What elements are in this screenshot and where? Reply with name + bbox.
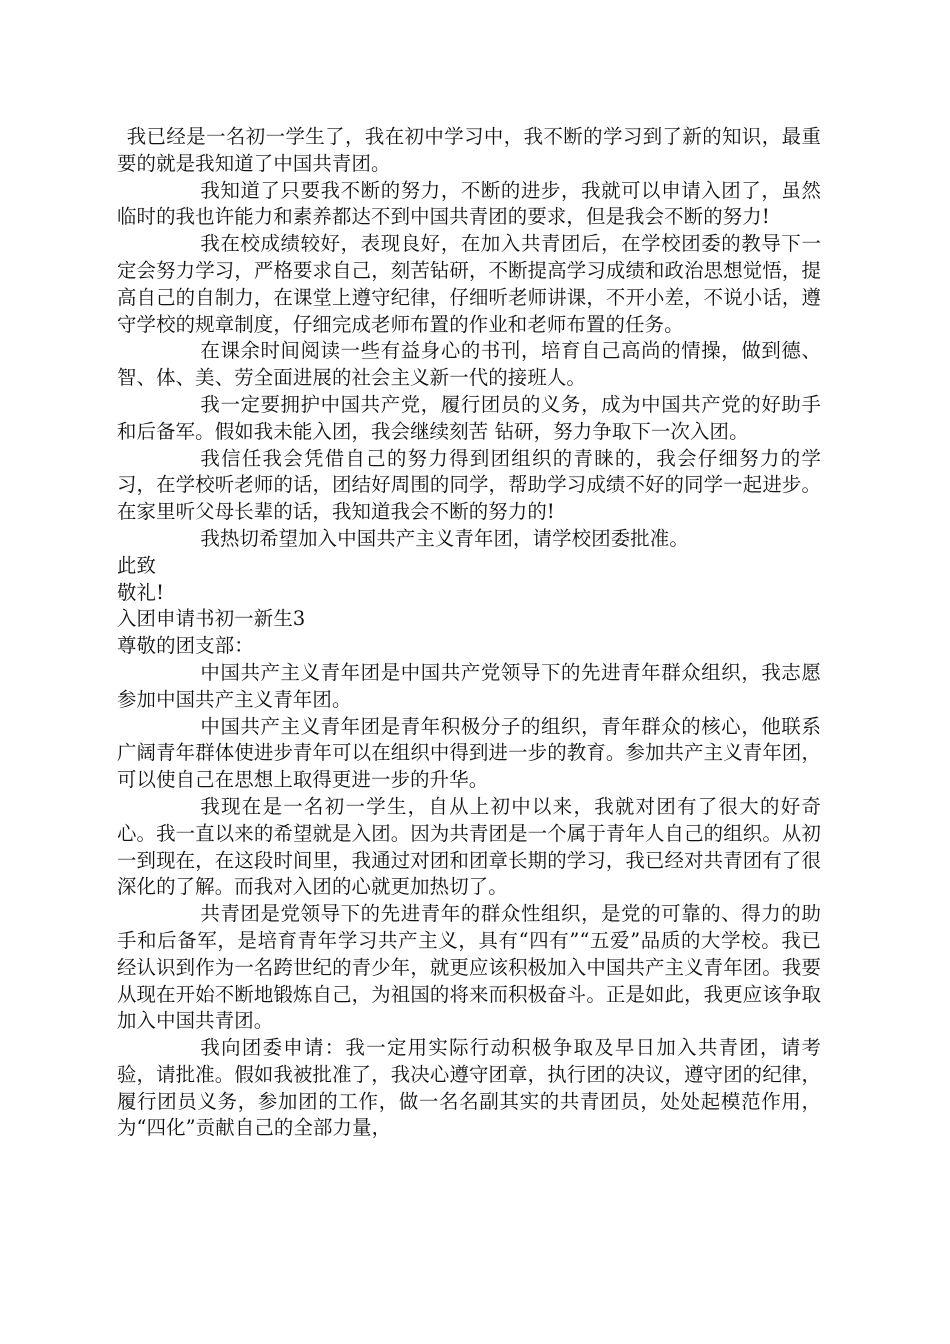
section-title: 入团申请书初一新生3 bbox=[117, 607, 306, 631]
document-body bbox=[117, 124, 821, 1142]
paragraph: 中国共产主义青年团是中国共产党领导下的先进青年群众组织，我志愿参加中国共产主义青年团。 bbox=[117, 660, 821, 711]
paragraph: 我热切希望加入中国共产主义青年团，请学校团委批准。 bbox=[200, 526, 689, 550]
paragraph: 我知道了只要我不断的努力，不断的进步，我就可以申请入团了，虽然临时的我也许能力和素养都达不到中国共青团的要求，但是我会不断的努力! bbox=[117, 178, 821, 229]
paragraph: 我现在是一名初一学生，自从上初中以来，我就对团有了很大的好奇心。我一直以来的希望就是入团。因为共青团是一个属于青年人自己的组织。从初一到现在，在这段时间里，我通过对团和团章长期的学习，我已经对共青团有了很深化的了解。而我对入团的心就更加热切了。 bbox=[117, 794, 821, 899]
paragraph: 中国共产主义青年团是青年积极分子的组织，青年群众的核心，他联系广阔青年群体使进步青年可以在组织中得到进一步的教育。参加共产主义青年团，可以使自己在思想上取得更进一步的升华。 bbox=[117, 714, 821, 792]
paragraph: 我信任我会凭借自己的努力得到团组织的青睐的，我会仔细努力的学习，在学校听老师的话，团结好周围的同学，帮助学习成绩不好的同学一起进步。在家里听父母长辈的话，我知道我会不断的努力的! bbox=[117, 446, 821, 524]
paragraph: 共青团是党领导下的先进青年的群众性组织，是党的可靠的、得力的助手和后备军，是培育青年学习共产主义，具有“四有”“五爱”品质的大学校。我已经认识到作为一名跨世纪的青少年，就更应该积极加入中国共产主义青年团。我要从现在开始不断地锻炼自己，为祖国的将来而积极奋斗。正是如此，我更应该争取加入中国共青团。 bbox=[117, 902, 821, 1033]
paragraph: 我已经是一名初一学生了，我在初中学习中，我不断的学习到了新的知识，最重要的就是我知道了中国共青团。 bbox=[117, 125, 821, 175]
salutation-line: 敬礼! bbox=[117, 580, 165, 604]
paragraph: 在课余时间阅读一些有益身心的书刊，培育自己高尚的情操，做到德、智、体、美、劳全面进展的社会主义新一代的接班人。 bbox=[117, 339, 821, 390]
salutation-line: 此致 bbox=[117, 553, 157, 577]
paragraph: 我一定要拥护中国共产党，履行团员的义务，成为中国共产党的好助手和后备军。假如我未能入团，我会继续刻苦 钻研，努力争取下一次入团。 bbox=[117, 392, 821, 443]
paragraph: 我在校成绩较好，表现良好，在加入共青团后，在学校团委的教导下一定会努力学习，严格要求自己，刻苦钻研，不断提高学习成绩和政治思想觉悟，提高自己的自制力，在课堂上遵守纪律，仔细听老师讲课，不开小差，不说小话，遵守学校的规章制度，仔细完成老师布置的作业和老师布置的任务。 bbox=[117, 232, 821, 336]
paragraph: 我向团委申请：我一定用实际行动积极争取及早日加入共青团，请考验，请批准。假如我被批准了，我决心遵守团章，执行团的决议，遵守团的纪律，履行团员义务，参加团的工作，做一名名副其实的共青团员，处处起模范作用，为“四化”贡献自己的全部力量， bbox=[117, 1036, 821, 1140]
greeting-line: 尊敬的团支部： bbox=[117, 634, 254, 658]
